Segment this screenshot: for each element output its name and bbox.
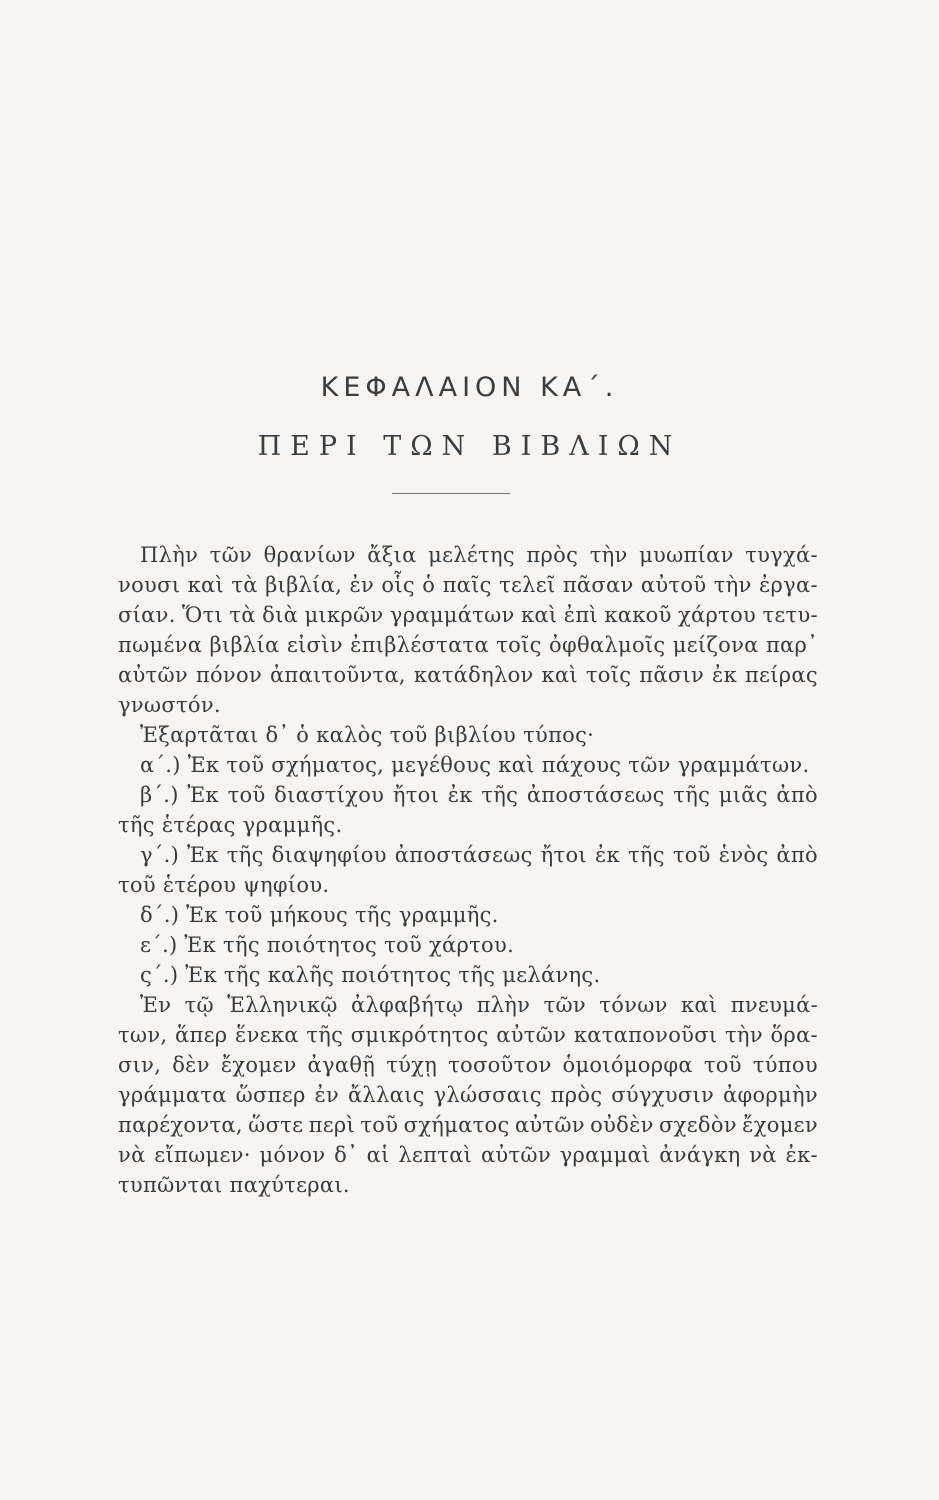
body-text: [118, 540, 818, 1200]
text-line: ε΄.) Ἐκ τῆς ποιότητος τοῦ χάρτου.: [140, 933, 515, 957]
text-line: πωμένα βιβλία εἰσὶν ἐπιβλέστατα τοῖς ὀφθαλμοῖς μείζονα παρ᾽: [118, 633, 818, 657]
text-line: γ΄.) Ἐκ τῆς διαψηφίου ἀποστάσεως ἤτοι ἐκ τῆς τοῦ ἑνὸς ἀπὸ: [140, 843, 818, 867]
chapter-title: ΠΕΡΙ ΤΩΝ ΒΙΒΛΙΩΝ: [257, 431, 682, 462]
text-line: β΄.) Ἐκ τοῦ διαστίχου ἤτοι ἐκ τῆς ἀποστάσεως τῆς μιᾶς ἀπὸ: [140, 783, 818, 807]
text-line: παρέχοντα, ὥστε περὶ τοῦ σχήματος αὐτῶν οὐδὲν σχεδὸν ἔχομεν: [118, 1113, 818, 1137]
text-line: α΄.) Ἐκ τοῦ σχήματος, μεγέθους καὶ πάχους τῶν γραμμάτων.: [140, 753, 810, 777]
text-line: σίαν. Ὅτι τὰ διὰ μικρῶν γραμμάτων καὶ ἐπὶ κακοῦ χάρτου τετυ-: [118, 603, 818, 627]
text-line: τυπῶνται παχύτεραι.: [118, 1173, 350, 1197]
text-line: δ΄.) Ἐκ τοῦ μήκους τῆς γραμμῆς.: [140, 903, 499, 927]
text-line: τοῦ ἑτέρου ψηφίου.: [118, 873, 330, 897]
text-line: γνωστόν.: [118, 693, 221, 717]
text-line: Πλὴν τῶν θρανίων ἄξια μελέτης πρὸς τὴν μυωπίαν τυγχά-: [140, 543, 818, 567]
text-line: νὰ εἴπωμεν· μόνον δ᾽ αἱ λεπταὶ αὐτῶν γραμμαὶ ἀνάγκη νὰ ἐκ-: [118, 1143, 818, 1167]
text-line: αὐτῶν πόνον ἀπαιτοῦντα, κατάδηλον καὶ τοῖς πᾶσιν ἐκ πείρας: [118, 663, 818, 687]
text-line: ς΄.) Ἐκ τῆς καλῆς ποιότητος τῆς μελάνης.: [140, 963, 601, 987]
text-line: Ἐν τῷ Ἑλληνικῷ ἀλφαβήτῳ πλὴν τῶν τόνων καὶ πνευμά-: [140, 993, 818, 1017]
text-line: νουσι καὶ τὰ βιβλία, ἐν οἷς ὁ παῖς τελεῖ πᾶσαν αὐτοῦ τὴν ἐργα-: [118, 573, 818, 597]
text-line: των, ἅπερ ἕνεκα τῆς σμικρότητος αὐτῶν καταπονοῦσι τὴν ὅρα-: [118, 1023, 818, 1047]
title-divider: [392, 493, 510, 494]
text-line: γράμματα ὥσπερ ἐν ἄλλαις γλώσσαις πρὸς σύγχυσιν ἀφορμὴν: [118, 1083, 818, 1107]
text-line: σιν, δὲν ἔχομεν ἀγαθῇ τύχῃ τοσοῦτον ὁμοιόμορφα τοῦ τύπου: [118, 1053, 818, 1077]
text-line: Ἐξαρτᾶται δ᾽ ὁ καλὸς τοῦ βιβλίου τύπος·: [140, 723, 595, 747]
chapter-heading: ΚΕΦΑΛΑΙΟΝ ΚΑ΄.: [320, 372, 619, 403]
text-line: τῆς ἑτέρας γραμμῆς.: [118, 813, 343, 837]
